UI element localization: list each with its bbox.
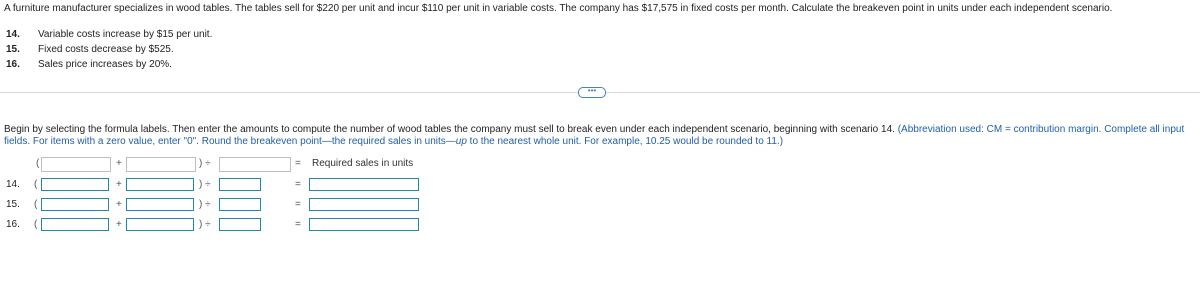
- equals-sign: =: [295, 158, 301, 169]
- row-15-input-2[interactable]: [126, 198, 194, 211]
- row-16-input-2[interactable]: [126, 218, 194, 231]
- expand-button[interactable]: •••: [578, 87, 606, 98]
- row-14-input-2[interactable]: [126, 178, 194, 191]
- scenario-14-text: Variable costs increase by $15 per unit.: [38, 29, 213, 40]
- row-14-result-input[interactable]: [309, 178, 419, 191]
- formula-label-select-1[interactable]: [41, 157, 111, 172]
- row-label: 16.: [6, 219, 20, 230]
- divide-sign: ) ÷: [199, 199, 211, 210]
- plus-sign: +: [116, 219, 122, 230]
- open-paren: (: [34, 179, 38, 190]
- divide-sign: ) ÷: [199, 179, 211, 190]
- instructions-note: (Abbreviation used: CM = contribution margin. Complete all input fields. For items with a zero value, enter "0". Round the breakeven point—the required sales in units—up to the nearest whole unit. For example, 10.25 would be rounded to 11.): [4, 124, 1185, 147]
- formula-label-select-2[interactable]: [126, 157, 196, 172]
- plus-sign: +: [116, 199, 122, 210]
- divide-sign: ) ÷: [199, 158, 211, 169]
- row-16-result-input[interactable]: [309, 218, 419, 231]
- row-14-input-1[interactable]: [41, 178, 109, 191]
- divide-sign: ) ÷: [199, 219, 211, 230]
- open-paren: (: [34, 219, 38, 230]
- row-15-input-1[interactable]: [41, 198, 109, 211]
- required-sales-label: Required sales in units: [312, 158, 414, 169]
- scenario-16-number: 16.: [6, 59, 20, 70]
- plus-sign: +: [116, 179, 122, 190]
- row-15-result-input[interactable]: [309, 198, 419, 211]
- instructions-main: Begin by selecting the formula labels. Then enter the amounts to compute the number of wood tables the company must sell to break even under each independent scenario, beginning with scenario 14.: [4, 124, 895, 135]
- problem-intro: A furniture manufacturer specializes in wood tables. The tables sell for $220 per unit and incur $110 per unit in variable costs. The company has $17,575 in fixed costs per month. Calculate the breakeven point in units under each independent scenario.: [4, 3, 1113, 14]
- open-paren: (: [34, 199, 38, 210]
- row-label: 14.: [6, 179, 20, 190]
- equals-sign: =: [295, 219, 301, 230]
- row-16-input-3[interactable]: [219, 218, 261, 231]
- row-16-input-1[interactable]: [41, 218, 109, 231]
- open-paren: (: [36, 158, 40, 169]
- scenario-15-number: 15.: [6, 44, 20, 55]
- equals-sign: =: [295, 199, 301, 210]
- scenario-15-text: Fixed costs decrease by $525.: [38, 44, 174, 55]
- equals-sign: =: [295, 179, 301, 190]
- row-label: 15.: [6, 199, 20, 210]
- scenario-16-text: Sales price increases by 20%.: [38, 59, 172, 70]
- scenario-14-number: 14.: [6, 29, 20, 40]
- row-14-input-3[interactable]: [219, 178, 261, 191]
- formula-label-select-3[interactable]: [219, 157, 291, 172]
- row-15-input-3[interactable]: [219, 198, 261, 211]
- instructions: [4, 124, 1196, 148]
- plus-sign: +: [116, 158, 122, 169]
